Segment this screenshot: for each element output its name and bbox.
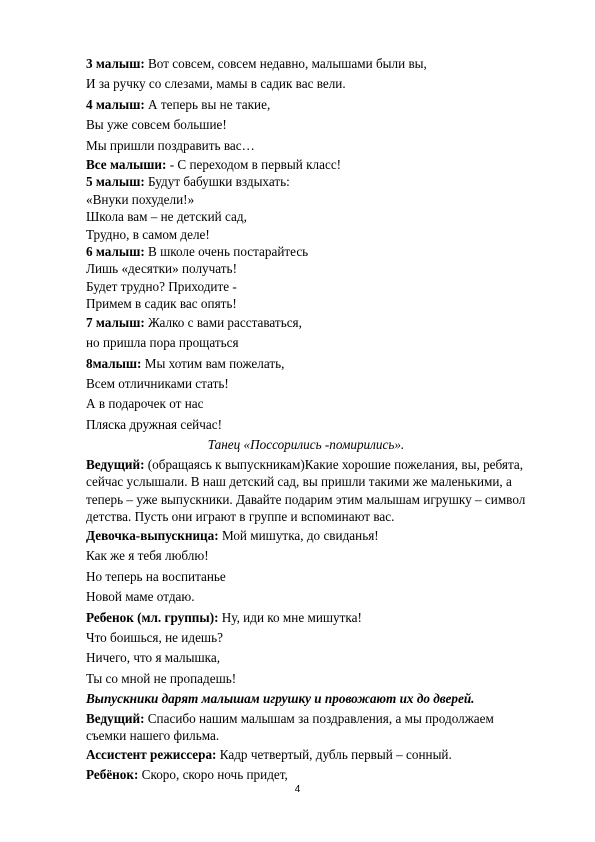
line-text: Ничего, что я малышка,: [86, 650, 220, 666]
dialogue-line: [86, 136, 526, 156]
line-text: Всем отличниками стать!: [86, 375, 229, 391]
line-text: А в подарочек от нас: [86, 396, 204, 412]
speaker-label: Ведущий:: [86, 456, 145, 472]
speaker-label: 3 малыш:: [86, 56, 145, 71]
dialogue-line: [86, 278, 526, 295]
dialogue-line: [86, 374, 526, 394]
dialogue-block-3: [86, 745, 526, 786]
dialogue-line: [86, 260, 526, 277]
dialogue-line: [86, 313, 526, 333]
dialogue-line: [86, 765, 526, 785]
line-text: Мой мишутка, до свиданья!: [218, 527, 379, 543]
dialogue-block-1: [86, 54, 526, 435]
line-text: Школа вам – не детский сад,: [86, 209, 247, 225]
line-text: Вот совсем, совсем недавно, малышами были вы,: [144, 56, 427, 71]
dialogue-line: [86, 415, 526, 435]
dance-title: Танец «Поссорились -помирились».: [207, 437, 405, 453]
dialogue-block-2: [86, 526, 526, 689]
stage-direction: Выпускники дарят малышам игрушку и провожают их до дверей.: [86, 691, 475, 707]
speaker-label: Ассистент режиссера:: [86, 746, 217, 762]
line-text: В школе очень постарайтесь: [144, 244, 309, 260]
line-text: - С переходом в первый класс!: [166, 157, 342, 173]
dialogue-line: [86, 243, 526, 260]
dialogue-line: [86, 54, 526, 74]
line-text: Мы хотим вам пожелать,: [141, 355, 285, 371]
dialogue-line: [86, 156, 526, 173]
dialogue-line: [86, 115, 526, 135]
line-text: Будет трудно? Приходите -: [86, 278, 237, 294]
dialogue-line: [86, 745, 526, 765]
line-text: Пляска дружная сейчас!: [86, 416, 222, 432]
speaker-label: Ребенок (мл. группы):: [86, 609, 219, 625]
speaker-label: 6 малыш:: [86, 244, 145, 260]
line-text: Трудно, в самом деле!: [86, 226, 210, 242]
line-text: Что боишься, не идешь?: [86, 629, 223, 645]
line-text: Мы пришли поздравить вас…: [86, 137, 255, 153]
speaker-label: Ребёнок:: [86, 767, 139, 783]
dialogue-line: [86, 567, 526, 587]
dialogue-line: [86, 669, 526, 689]
line-text: Но теперь на воспитанье: [86, 568, 226, 584]
dialogue-line: [86, 295, 526, 312]
line-text: но пришла пора прощаться: [86, 335, 239, 351]
dialogue-line: [86, 226, 526, 243]
speaker-label: 4 малыш:: [86, 96, 145, 112]
paragraph-text: (обращаясь к выпускникам)Какие хорошие пожелания, вы, ребята, сейчас услышали. В наш детский сад, вы пришли такими же маленькими, а теперь – уже выпускники. Давайте подарим этим малышам игрушку – символ детства. Пусть они играют в группе и вспоминают вас.: [86, 456, 526, 525]
dialogue-line: [86, 333, 526, 353]
line-text: Будут бабушки вздыхать:: [144, 174, 290, 190]
line-text: Примем в садик вас опять!: [86, 296, 237, 312]
document-body: [86, 54, 526, 786]
dialogue-line: [86, 173, 526, 190]
line-text: А теперь вы не такие,: [144, 96, 271, 112]
speaker-label: 5 малыш:: [86, 174, 145, 190]
dialogue-line: [86, 546, 526, 566]
line-text: Ты со мной не пропадешь!: [86, 670, 237, 686]
dialogue-line: [86, 608, 526, 628]
line-text: Вы уже совсем большие!: [86, 117, 227, 133]
host-paragraph-2: [86, 710, 526, 745]
dialogue-line: [86, 208, 526, 225]
dialogue-line: [86, 354, 526, 374]
dialogue-line: [86, 628, 526, 648]
line-text: Жалко с вами расставаться,: [144, 314, 302, 330]
host-paragraph: [86, 456, 526, 526]
dialogue-line: [86, 526, 526, 546]
page-number: 4: [294, 784, 301, 795]
paragraph-text: Спасибо нашим малышам за поздравления, а мы продолжаем съемки нашего фильма.: [86, 710, 494, 744]
dialogue-line: [86, 648, 526, 668]
line-text: «Внуки похудели!»: [86, 191, 195, 207]
line-text: Лишь «десятки» получать!: [86, 261, 237, 277]
dialogue-line: [86, 587, 526, 607]
speaker-label: Ведущий:: [86, 710, 145, 726]
speaker-label: 8малыш:: [86, 355, 142, 371]
dialogue-line: [86, 394, 526, 414]
line-text: Скоро, скоро ночь придет,: [138, 767, 288, 783]
line-text: И за ручку со слезами, мамы в садик вас вели.: [86, 76, 346, 92]
line-text: Новой маме отдаю.: [86, 589, 195, 605]
speaker-label: Девочка-выпускница:: [86, 527, 219, 543]
line-text: Кадр четвертый, дубль первый – сонный.: [216, 746, 452, 762]
line-text: Ну, иди ко мне мишутка!: [218, 609, 362, 625]
dialogue-line: [86, 74, 526, 94]
dialogue-line: [86, 95, 526, 115]
speaker-label: Все малыши:: [86, 157, 167, 173]
line-text: Как же я тебя люблю!: [86, 548, 209, 564]
speaker-label: 7 малыш:: [86, 314, 145, 330]
dialogue-line: [86, 191, 526, 208]
